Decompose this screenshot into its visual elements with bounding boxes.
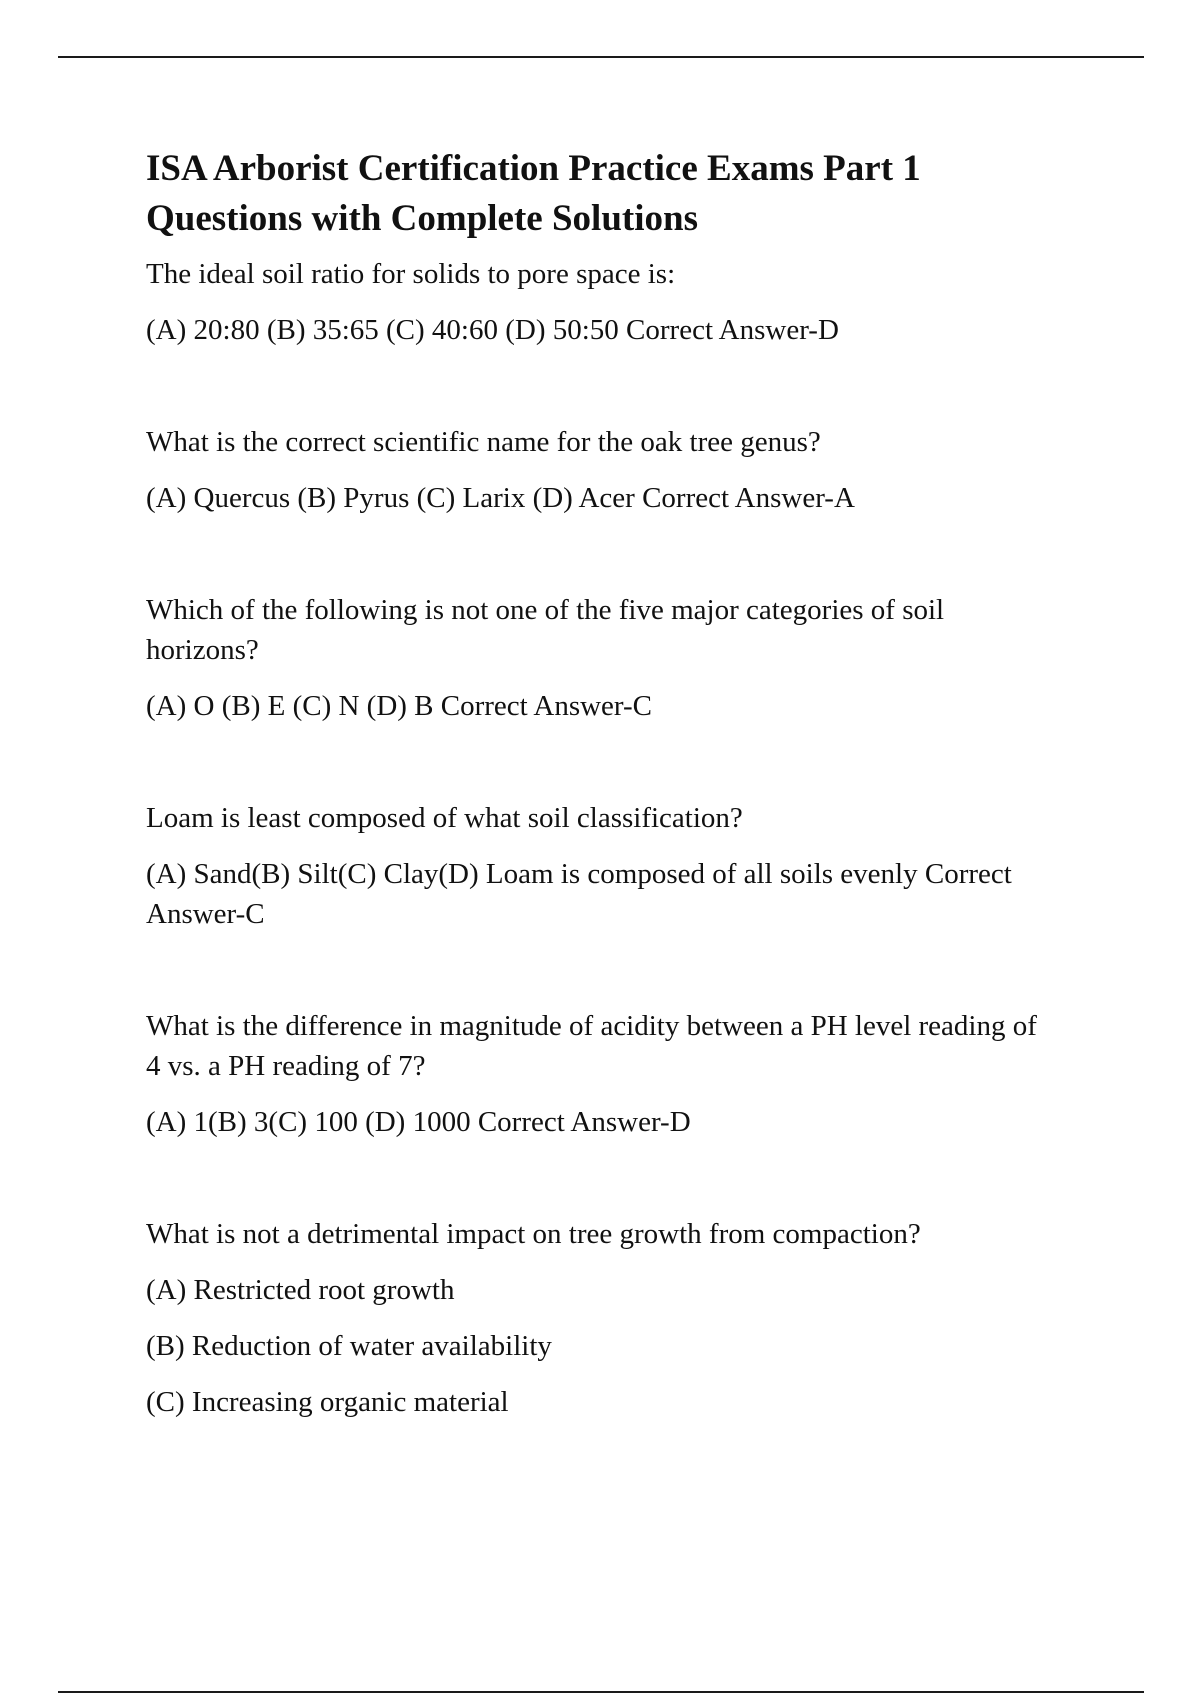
footer-rule <box>58 1691 1144 1693</box>
answer-text: (A) Quercus (B) Pyrus (C) Larix (D) Acer Correct Answer-A <box>146 482 855 514</box>
title-line-1: ISA Arborist Certification Practice Exams Part 1 <box>146 148 921 189</box>
answer-text: (A) Sand(B) Silt(C) Clay(D) Loam is composed of all soils evenly Correct Answer-C <box>146 858 1012 930</box>
question-text: What is not a detrimental impact on tree growth from compaction? <box>146 1218 921 1250</box>
question-text: The ideal soil ratio for solids to pore space is: <box>146 258 676 290</box>
question-text: Which of the following is not one of the five major categories of soil horizons? <box>146 594 945 666</box>
question-block-5 <box>146 1006 1046 1142</box>
answer-option-c: (C) Increasing organic material <box>146 1386 509 1418</box>
question-block-2 <box>146 422 1046 518</box>
question-block-6 <box>146 1214 1046 1422</box>
question-block-1 <box>146 254 1046 350</box>
answer-option-b: (B) Reduction of water availability <box>146 1330 552 1362</box>
header-rule <box>58 56 1144 58</box>
title-line-2: Questions with Complete Solutions <box>146 198 698 239</box>
question-block-3 <box>146 590 1046 726</box>
answer-text: (A) O (B) E (C) N (D) B Correct Answer-C <box>146 690 652 722</box>
page-title <box>146 144 1046 244</box>
question-text: What is the difference in magnitude of acidity between a PH level reading of 4 vs. a PH reading of 7? <box>146 1010 1037 1082</box>
answer-text: (A) 1(B) 3(C) 100 (D) 1000 Correct Answer-D <box>146 1106 691 1138</box>
question-text: Loam is least composed of what soil classification? <box>146 802 743 834</box>
question-text: What is the correct scientific name for the oak tree genus? <box>146 426 821 458</box>
answer-text: (A) 20:80 (B) 35:65 (C) 40:60 (D) 50:50 Correct Answer-D <box>146 314 839 346</box>
answer-option-a: (A) Restricted root growth <box>146 1274 455 1306</box>
question-block-4 <box>146 798 1046 934</box>
document-body <box>146 144 1046 1438</box>
